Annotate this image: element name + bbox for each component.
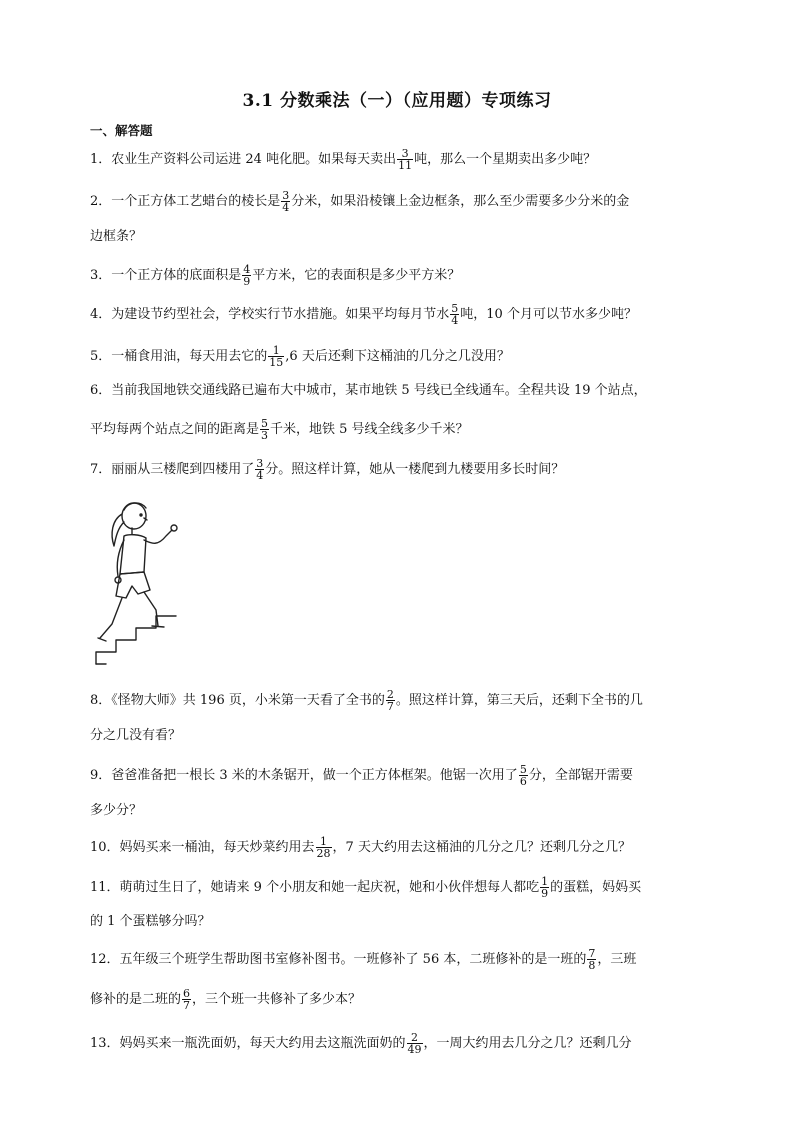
question-8-cont: 分之几没有看？ xyxy=(90,728,182,743)
fraction: $\frac{5}{4}$ xyxy=(451,302,459,327)
fraction: $\frac{3}{11}$ xyxy=(398,147,413,172)
fraction: $\frac{5}{3}$ xyxy=(261,417,269,442)
question-13: 13．妈妈买来一瓶洗面奶，每天大约用去这瓶洗面奶的 $\frac{2}{49}$ ，一周大约用去几分之几？还剩几分 xyxy=(90,1031,632,1056)
question-4: 4．为建设节约型社会，学校实行节水措施。如果平均每月节水 $\frac{5}{4}$ 吨，10 个月可以节水多少吨？ xyxy=(90,302,637,327)
question-1: 1．农业生产资料公司运进 24 吨化肥。如果每天卖出 $\frac{3}{11}$ 吨，那么一个星期卖出多少吨？ xyxy=(90,147,597,172)
question-12: 12．五年级三个班学生帮助图书室修补图书。一班修补了 56 本，二班修补的是一班的 $\frac{7}{8}$ ，三班 xyxy=(90,947,637,972)
fraction: $\frac{5}{6}$ xyxy=(519,763,527,788)
fraction: $\frac{1}{9}$ xyxy=(541,875,549,900)
question-6-cont: 平均每两个站点之间的距离是 $\frac{5}{3}$ 千米，地铁 5 号线全线多少千米？ xyxy=(90,417,469,442)
fraction: $\frac{6}{7}$ xyxy=(183,987,191,1012)
question-5: 5．一桶食用油，每天用去它的 $\frac{1}{15}$ ,6 天后还剩下这桶油的几分之几没用？ xyxy=(90,344,510,369)
fraction: $\frac{1}{28}$ xyxy=(316,835,331,860)
question-11: 11．萌萌过生日了，她请来 9 个小朋友和她一起庆祝，她和小伙伴想每人都吃 $\frac{1}{9}$ 的蛋糕，妈妈买 xyxy=(90,875,642,900)
fraction: $\frac{7}{8}$ xyxy=(588,947,596,972)
question-2: 2．一个正方体工艺蜡台的棱长是 $\frac{3}{4}$ 分米，如果沿棱镶上金边框条，那么至少需要多少分米的金 xyxy=(90,189,630,214)
fraction: $\frac{2}{49}$ xyxy=(407,1031,422,1056)
question-12-cont: 修补的是二班的 $\frac{6}{7}$ ，三个班一共修补了多少本？ xyxy=(90,987,362,1012)
question-9-cont: 多少分？ xyxy=(90,803,143,818)
fraction: $\frac{3}{4}$ xyxy=(256,457,264,482)
girl-climbing-stairs-illustration xyxy=(94,494,194,666)
fraction: $\frac{2}{7}$ xyxy=(386,688,394,713)
question-8: 8．《怪物大师》共 196 页，小米第一天看了全书的 $\frac{2}{7}$ 。照这样计算，第三天后，还剩下全书的几 xyxy=(90,688,643,713)
question-3: 3．一个正方体的底面积是 $\frac{4}{9}$ 平方米，它的表面积是多少平方米？ xyxy=(90,263,461,288)
fraction: $\frac{3}{4}$ xyxy=(282,189,290,214)
question-9: 9．爸爸准备把一根长 3 米的木条锯开，做一个正方体框架。他锯一次用了 $\frac{5}{6}$ 分，全部锯开需要 xyxy=(90,763,633,788)
fraction: $\frac{1}{15}$ xyxy=(269,344,284,369)
fraction: $\frac{4}{9}$ xyxy=(243,263,251,288)
section-heading: 一、解答题 xyxy=(90,123,153,138)
question-2-cont: 边框条？ xyxy=(90,229,143,244)
question-7: 7．丽丽从三楼爬到四楼用了 $\frac{3}{4}$ 分。照这样计算，她从一楼爬到九楼要用多长时间？ xyxy=(90,457,565,482)
question-6: 6．当前我国地铁交通线路已遍布大中城市，某市地铁 5 号线已全线通车。全程共设 19 个站点， xyxy=(90,383,647,398)
page-title: 3.1 分数乘法（一）（应用题）专项练习 xyxy=(242,91,552,111)
question-10: 10．妈妈买来一桶油，每天炒菜约用去 $\frac{1}{28}$ ，7 天大约用去这桶油的几分之几？还剩几分之几？ xyxy=(90,835,631,860)
question-11-cont: 的 1 个蛋糕够分吗？ xyxy=(90,914,211,929)
